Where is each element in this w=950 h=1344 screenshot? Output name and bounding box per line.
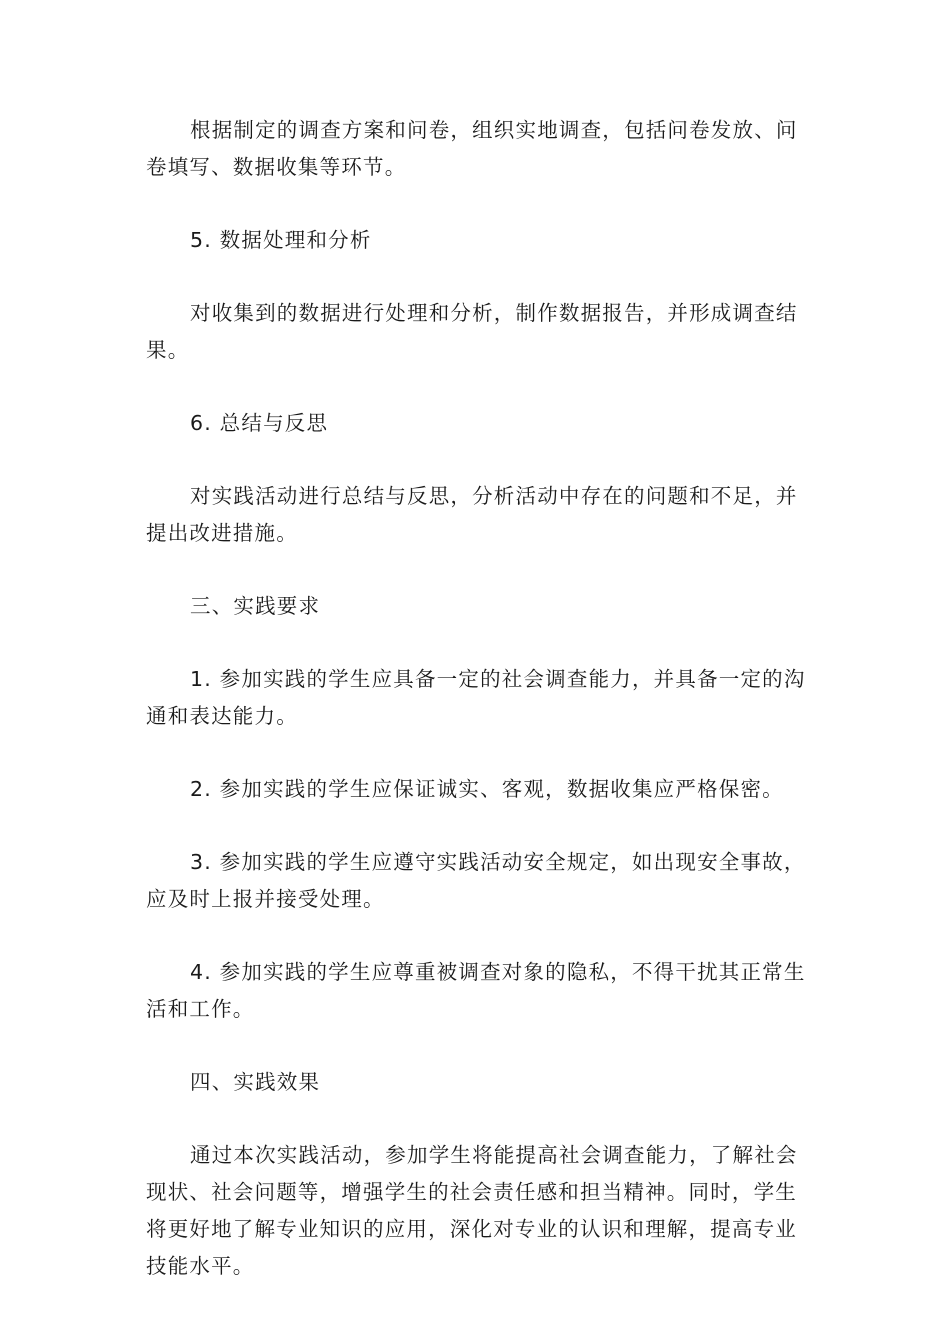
requirement-3: 3. 参加实践的学生应遵守实践活动安全规定，如出现安全事故，应及时上报并接受处理。	[146, 850, 806, 911]
document-body	[146, 112, 814, 1321]
requirement-1: 1. 参加实践的学生应具备一定的社会调查能力，并具备一定的沟通和表达能力。	[146, 667, 806, 728]
step-6-heading: 6. 总结与反思	[190, 411, 329, 435]
section-4-heading: 四、实践效果	[190, 1070, 321, 1094]
survey-execution-paragraph: 根据制定的调查方案和问卷，组织实地调查，包括问卷发放、问卷填写、数据收集等环节。	[146, 118, 798, 179]
requirement-4: 4. 参加实践的学生应尊重被调查对象的隐私，不得干扰其正常生活和工作。	[146, 960, 806, 1021]
requirement-2: 2. 参加实践的学生应保证诚实、客观，数据收集应严格保密。	[190, 777, 784, 801]
section-3-heading: 三、实践要求	[190, 594, 321, 618]
data-analysis-paragraph: 对收集到的数据进行处理和分析，制作数据报告，并形成调查结果。	[146, 301, 798, 362]
step-5-heading: 5. 数据处理和分析	[190, 228, 372, 252]
practice-effect-paragraph: 通过本次实践活动，参加学生将能提高社会调查能力，了解社会现状、社会问题等，增强学生的社会责任感和担当精神。同时，学生将更好地了解专业知识的应用，深化对专业的认识和理解，提高专业技能水平。	[146, 1143, 798, 1278]
summary-reflection-paragraph: 对实践活动进行总结与反思，分析活动中存在的问题和不足，并提出改进措施。	[146, 484, 798, 545]
